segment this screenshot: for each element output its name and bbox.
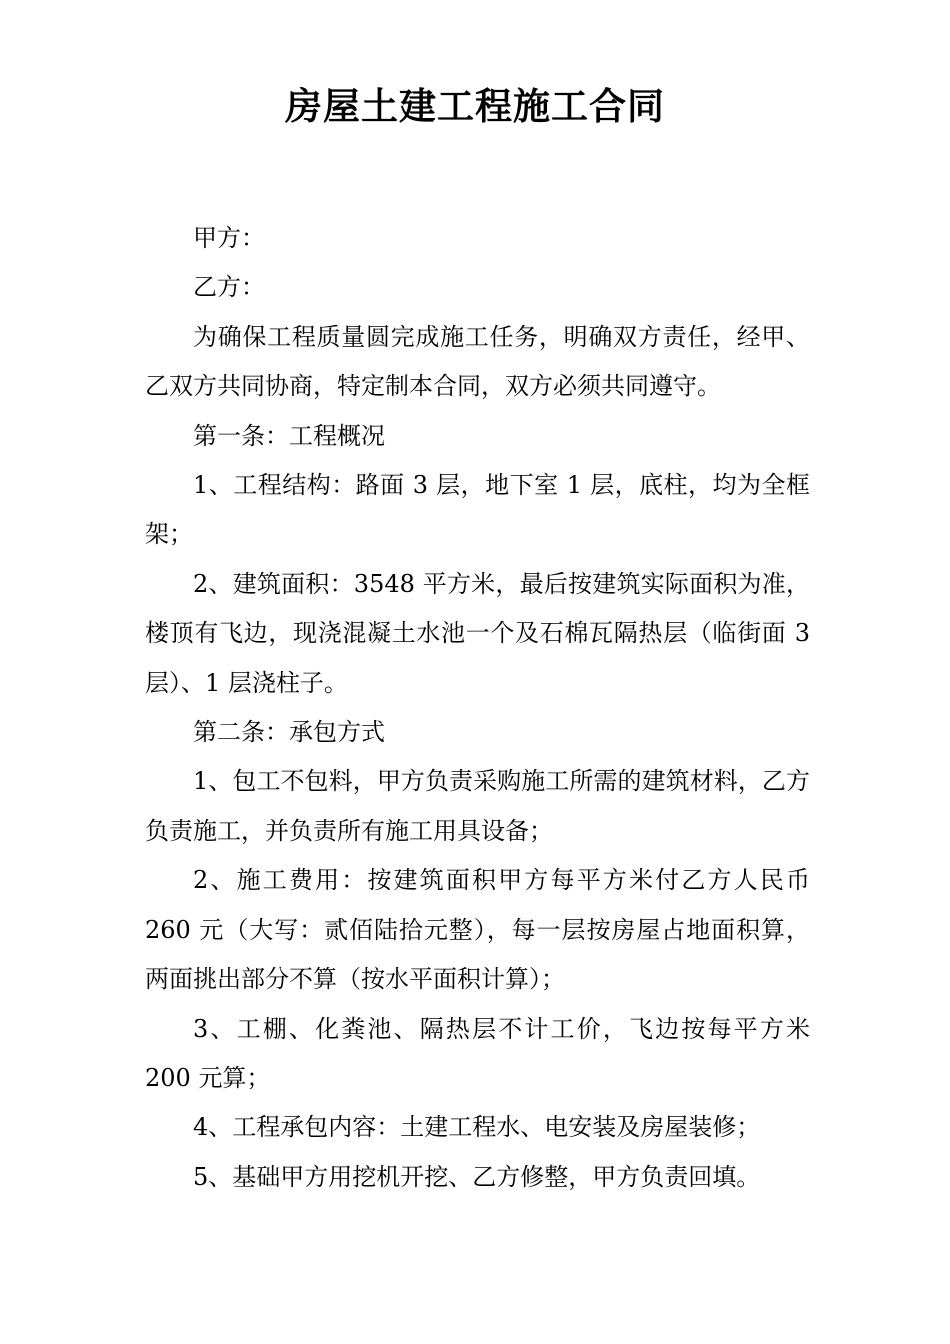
article-1-heading: 第一条：工程概况 [193,421,385,450]
article-2-item-4: 4、工程承包内容：土建工程水、电安装及房屋装修； [193,1113,761,1142]
article-2-item-3: 3、工棚、化粪池、隔热层不计工价，飞边按每平方米 200 元算； [145,1014,810,1092]
article-2-item-2: 2、施工费用：按建筑面积甲方每平方米付乙方人民币 260 元（大写：贰佰陆拾元整），每一层按房屋占地面积算，两面挑出部分不算（按水平面积计算）； [145,866,810,994]
party-b-line: 乙方： [193,273,265,302]
article-2-item-1: 1、包工不包料，甲方负责采购施工所需的建筑材料，乙方负责施工，并负责所有施工用具设备； [145,767,810,845]
party-a-line: 甲方： [193,224,265,252]
article-1-item-1: 1、工程结构：路面 3 层，地下室 1 层，底柱，均为全框架； [145,471,810,549]
document-body [145,214,810,1202]
article-2-heading: 第二条：承包方式 [193,718,385,747]
article-2-item-5: 5、基础甲方用挖机开挖、乙方修整，甲方负责回填。 [193,1162,761,1191]
preamble-paragraph: 为确保工程质量圆完成施工任务，明确双方责任，经甲、乙双方共同协商，特定制本合同，双方必须共同遵守。 [145,322,810,401]
article-1-item-2: 2、建筑面积：3548 平方米，最后按建筑实际面积为准，楼顶有飞边，现浇混凝土水池一个及石棉瓦隔热层（临街面 3 层）、1 层浇柱子。 [145,569,810,697]
document-title: 房屋土建工程施工合同 [285,84,665,128]
